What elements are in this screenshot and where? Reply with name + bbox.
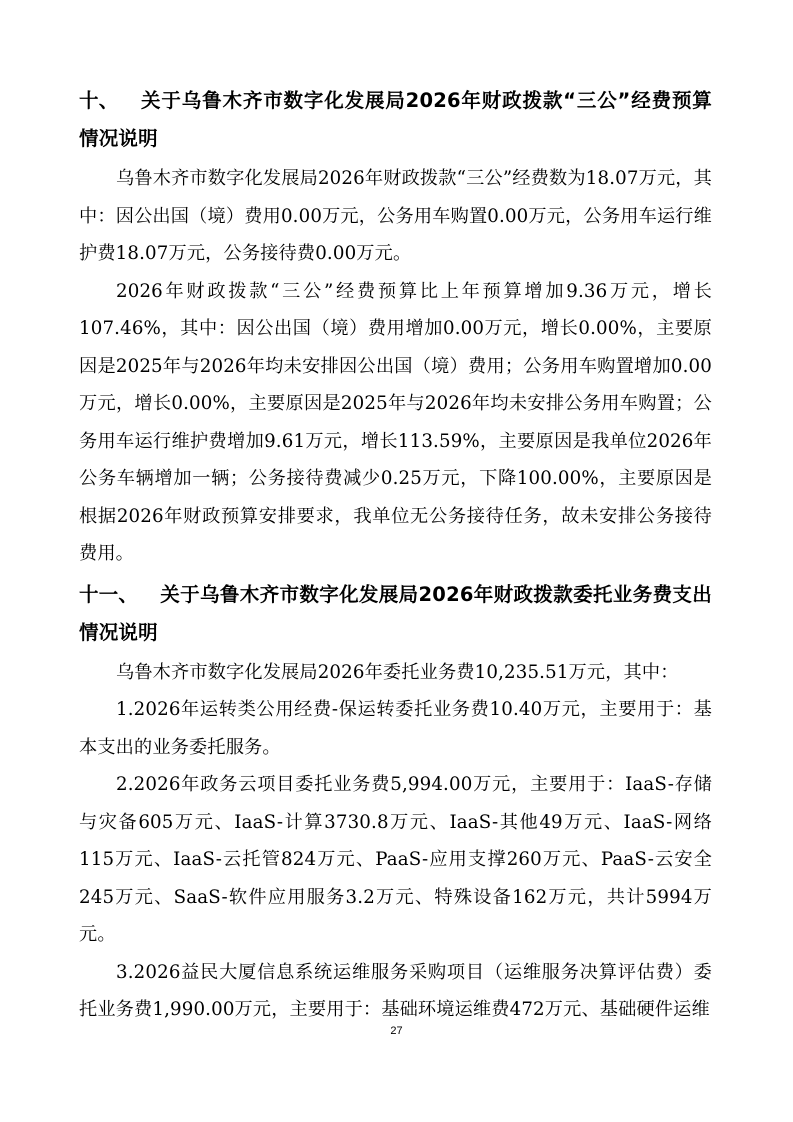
section-11-paragraph-4: 3.2026益民大厦信息系统运维服务采购项目（运维服务决算评估费）委托业务费1,990.00万元，主要用于：基础环境运维费472万元、基础硬件运维 [79, 961, 712, 1020]
section-11-paragraph-2: 1.2026年运转类公用经费-保运转委托业务费10.40万元，主要用于：基本支出的业务委托服务。 [79, 699, 712, 758]
section-10-number: 十、 [79, 89, 119, 112]
page-number: 27 [390, 1025, 403, 1037]
section-10-paragraph-2: 2026年财政拨款“三公”经费预算比上年预算增加9.36万元，增长107.46%，其中：因公出国（境）费用增加0.00万元，增长0.00%，主要原因是2025年与2026年均未安排因公出国（境）费用；公务用车购置增加0.00万元，增长0.00%，主要原因是2025年与2026年均未安排公务用车购置；公务用车运行维护费增加9.61万元，增长113.59%，主要原因是我单位2026年公务车辆增加一辆；公务接待费减少0.25万元，下降100.00%，主要原因是根据2026年财政预算安排要求，我单位无公务接待任务，故未安排公务接待费用。 [79, 280, 712, 564]
section-11-title: 关于乌鲁木齐市数字化发展局2026年财政拨款委托业务费支出情况说明 [79, 582, 712, 644]
section-11-paragraph-3: 2.2026年政务云项目委托业务费5,994.00万元，主要用于：IaaS-存储与灾备605万元、IaaS-计算3730.8万元、IaaS-其他49万元、IaaS-网络115万元、IaaS-云托管824万元、PaaS-应用支撑260万元、PaaS-云安全245万元、SaaS-软件应用服务3.2万元、特殊设备162万元，共计5994万元。 [79, 774, 712, 945]
section-10-paragraph-1: 乌鲁木齐市数字化发展局2026年财政拨款“三公”经费数为18.07万元，其中：因公出国（境）费用0.00万元，公务用车购置0.00万元，公务用车运行维护费18.07万元，公务接待费0.00万元。 [79, 168, 712, 264]
document-page [79, 82, 712, 1029]
section-10-title: 关于乌鲁木齐市数字化发展局2026年财政拨款“三公”经费预算情况说明 [79, 89, 712, 150]
section-11-number: 十一、 [79, 582, 139, 606]
section-11-paragraph-1: 乌鲁木齐市数字化发展局2026年委托业务费10,235.51万元，其中： [116, 661, 679, 683]
section-11-heading [79, 576, 712, 652]
section-10-heading [79, 82, 712, 158]
